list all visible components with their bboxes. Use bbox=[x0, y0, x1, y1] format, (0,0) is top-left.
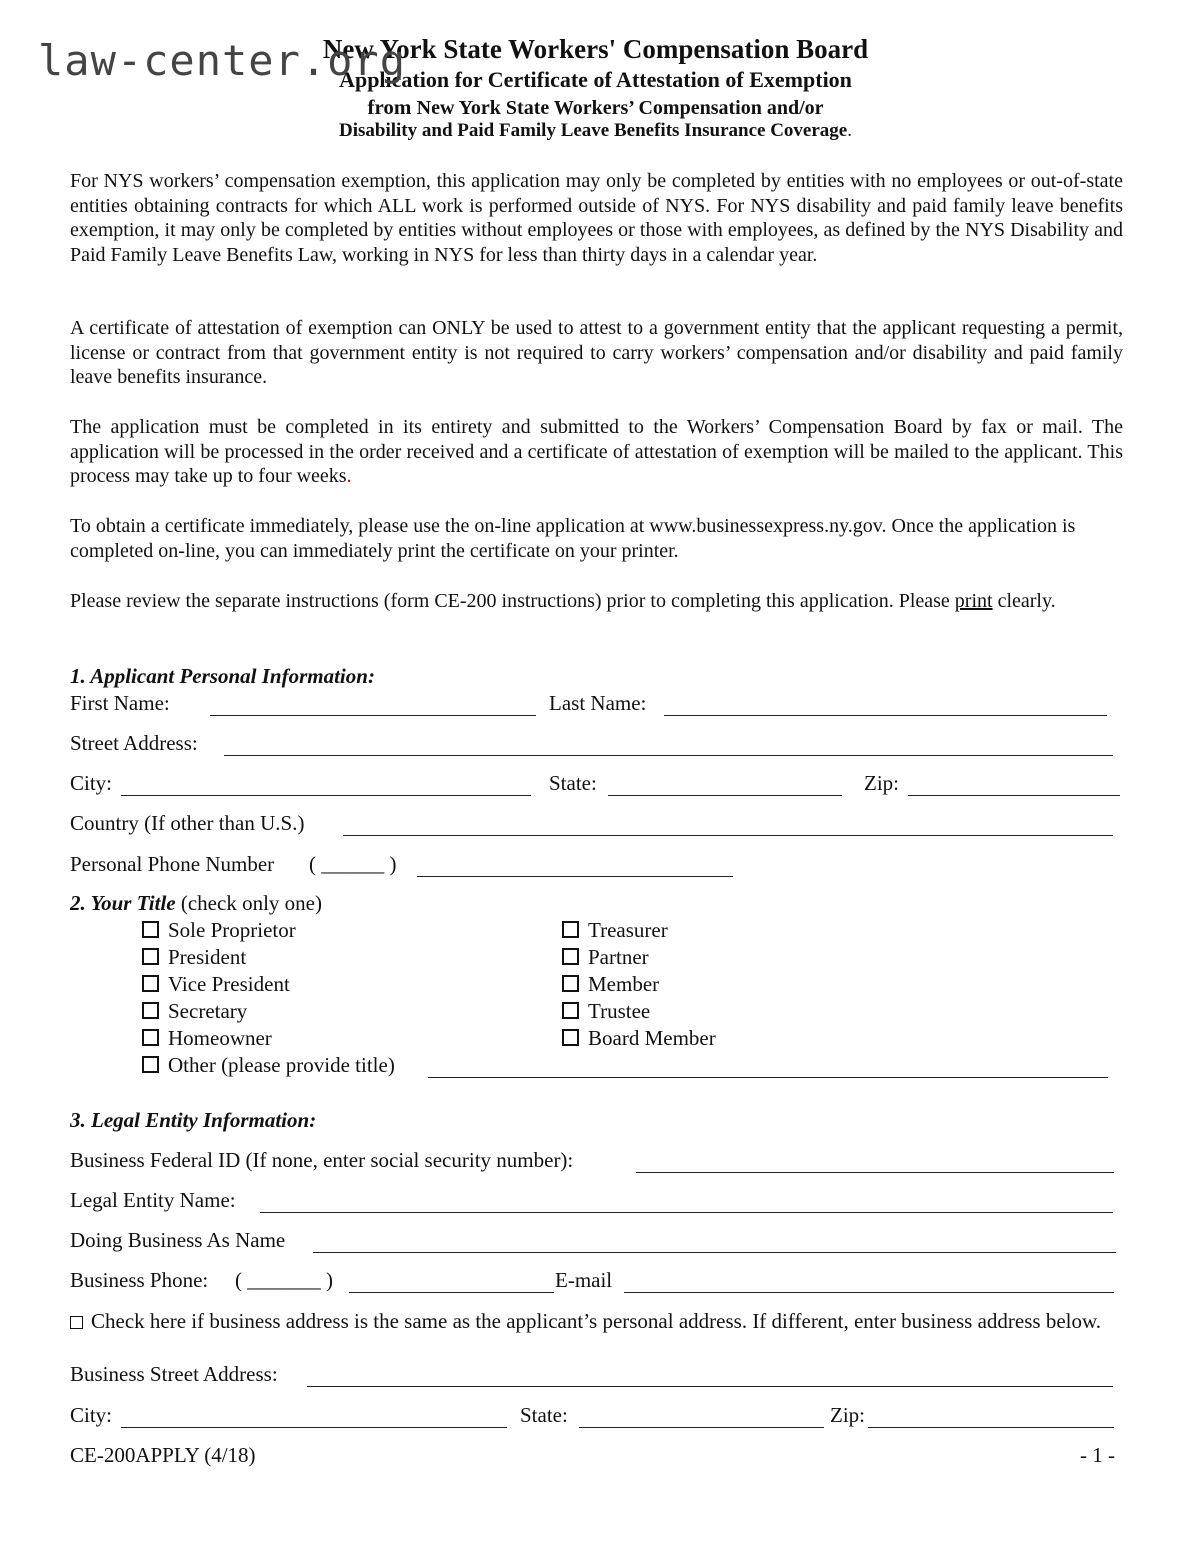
form-subtitle-2-text: Disability and Paid Family Leave Benefits Insurance Coverage bbox=[339, 120, 848, 141]
business-state-field[interactable] bbox=[579, 1427, 824, 1428]
state-field[interactable] bbox=[608, 795, 842, 796]
email-label: E-mail bbox=[555, 1268, 613, 1292]
title-option-board-member[interactable] bbox=[562, 1026, 716, 1051]
personal-phone-field[interactable] bbox=[417, 876, 733, 877]
option-label: Member bbox=[588, 972, 660, 996]
dba-field[interactable] bbox=[313, 1252, 1116, 1253]
checkbox[interactable] bbox=[562, 921, 579, 938]
title-option-member[interactable] bbox=[562, 972, 659, 997]
option-label: Treasurer bbox=[588, 918, 668, 942]
last-name-field[interactable] bbox=[664, 715, 1107, 716]
business-street-label: Business Street Address: bbox=[70, 1362, 278, 1386]
form-subtitle-from: from bbox=[367, 95, 417, 119]
legal-entity-name-field[interactable] bbox=[260, 1212, 1113, 1213]
watermark: law-center.org bbox=[38, 36, 407, 85]
business-phone-label: Business Phone: bbox=[70, 1268, 209, 1292]
option-label: Homeowner bbox=[168, 1026, 272, 1050]
title-option-homeowner[interactable] bbox=[142, 1026, 272, 1051]
form-subtitle-rest: New York State Workers’ Compensation and/or bbox=[416, 97, 824, 119]
form-subtitle-2 bbox=[0, 120, 1191, 142]
business-city-field[interactable] bbox=[121, 1427, 507, 1428]
title-option-secretary[interactable] bbox=[142, 999, 247, 1024]
street-address-label: Street Address: bbox=[70, 731, 198, 755]
option-label: Secretary bbox=[168, 999, 248, 1023]
form-title: Application for Certificate of Attestation of Exemption bbox=[339, 67, 852, 92]
checkbox[interactable] bbox=[70, 1316, 83, 1329]
business-street-field[interactable] bbox=[307, 1386, 1113, 1387]
option-label: Partner bbox=[588, 945, 649, 969]
paragraph-online: To obtain a certificate immediately, please use the on-line application at www.businessexpress.ny.gov. Once the application is completed on-line, you can immediately print the certificate on your printer. bbox=[70, 515, 1076, 562]
paragraph-instructions-b: clearly. bbox=[992, 590, 1056, 612]
title-option-other[interactable] bbox=[142, 1053, 395, 1078]
section-title-heading bbox=[70, 891, 322, 916]
board-title: New York State Workers' Compensation Board bbox=[322, 34, 869, 64]
business-city-label: City: bbox=[70, 1403, 113, 1427]
title-option-president[interactable] bbox=[142, 945, 246, 970]
checkbox[interactable] bbox=[142, 1056, 159, 1073]
personal-phone-label: Personal Phone Number bbox=[70, 852, 275, 876]
checkbox[interactable] bbox=[142, 921, 159, 938]
paragraph-instructions-a: Please review the separate instructions (form CE-200 instructions) prior to completing this application. Please bbox=[70, 590, 955, 612]
city-label: City: bbox=[70, 771, 113, 795]
federal-id-field[interactable] bbox=[636, 1172, 1114, 1173]
other-title-field[interactable] bbox=[428, 1077, 1108, 1078]
state-label: State: bbox=[549, 771, 597, 795]
section-legal-entity-title: 3. Legal Entity Information: bbox=[70, 1108, 317, 1132]
country-label: Country (If other than U.S.) bbox=[70, 811, 305, 835]
paragraph-instructions-print: print bbox=[954, 590, 993, 612]
first-name-label: First Name: bbox=[70, 691, 170, 715]
title-option-partner[interactable] bbox=[562, 945, 649, 970]
business-zip-field[interactable] bbox=[868, 1427, 1114, 1428]
option-label: Other (please provide title) bbox=[168, 1053, 395, 1077]
option-label: President bbox=[168, 945, 247, 969]
same-address-option[interactable] bbox=[70, 1308, 1115, 1334]
paragraph-eligibility: For NYS workers’ compensation exemption, this application may only be completed by entities with no employees or out-of-state entities obtaining contracts for which ALL work is performed outside of NYS. For NYS disability and paid family leave benefits exemption, it may only be completed by entities without employees or those with employees, as defined by the NYS Disability and Paid Family Leave Benefits Law, working in NYS for less than thirty days in a calendar year. bbox=[70, 170, 1123, 266]
checkbox[interactable] bbox=[562, 975, 579, 992]
checkbox[interactable] bbox=[142, 1029, 159, 1046]
checkbox[interactable] bbox=[562, 948, 579, 965]
email-field[interactable] bbox=[624, 1292, 1114, 1293]
checkbox[interactable] bbox=[562, 1002, 579, 1019]
zip-label: Zip: bbox=[864, 771, 899, 795]
option-label: Vice President bbox=[168, 972, 290, 996]
checkbox[interactable] bbox=[142, 948, 159, 965]
federal-id-label: Business Federal ID (If none, enter social security number): bbox=[70, 1148, 574, 1172]
form-id: CE-200APPLY (4/18) bbox=[70, 1443, 256, 1467]
dba-label: Doing Business As Name bbox=[70, 1228, 286, 1252]
street-address-field[interactable] bbox=[224, 755, 1113, 756]
checkbox[interactable] bbox=[142, 975, 159, 992]
paragraph-instructions bbox=[70, 589, 1123, 614]
checkbox[interactable] bbox=[142, 1002, 159, 1019]
section-title-hint: (check only one) bbox=[175, 891, 322, 915]
paragraph-usage: A certificate of attestation of exemption can ONLY be used to attest to a government entity that the applicant requesting a permit, license or contract from that government entity is not required to carry workers’ compensation and/or disability and paid family leave benefits insurance. bbox=[70, 317, 1123, 388]
form-subtitle bbox=[0, 95, 1191, 120]
title-option-treasurer[interactable] bbox=[562, 918, 668, 943]
option-label: Sole Proprietor bbox=[168, 918, 296, 942]
legal-entity-name-label: Legal Entity Name: bbox=[70, 1188, 236, 1212]
title-option-vice-president[interactable] bbox=[142, 972, 290, 997]
personal-phone-area-code[interactable]: ( ______ ) bbox=[309, 852, 397, 876]
business-phone-area-code[interactable]: ( _______ ) bbox=[235, 1268, 333, 1292]
form-subtitle-2-period: . bbox=[847, 120, 852, 141]
section-applicant-title: 1. Applicant Personal Information: bbox=[70, 664, 375, 688]
country-field[interactable] bbox=[343, 835, 1113, 836]
business-state-label: State: bbox=[520, 1403, 568, 1427]
business-phone-field[interactable] bbox=[349, 1292, 554, 1293]
section-title-label: 2. Your Title bbox=[70, 891, 176, 915]
city-field[interactable] bbox=[121, 795, 531, 796]
title-option-trustee[interactable] bbox=[562, 999, 650, 1024]
page-number: - 1 - bbox=[1080, 1443, 1115, 1467]
business-zip-label: Zip: bbox=[830, 1403, 865, 1427]
same-address-label: Check here if business address is the same as the applicant’s personal address. If different, enter business address below. bbox=[91, 1309, 1102, 1333]
paragraph-submission-period: . bbox=[346, 465, 352, 487]
zip-field[interactable] bbox=[908, 795, 1120, 796]
option-label: Trustee bbox=[588, 999, 651, 1023]
checkbox[interactable] bbox=[562, 1029, 579, 1046]
paragraph-submission bbox=[70, 415, 1123, 489]
paragraph-submission-text: The application must be completed in its entirety and submitted to the Workers’ Compensation Board by fax or mail. The application will be processed in the order received and a certificate of attestation of exemption will be mailed to the applicant. This process may take up to four weeks bbox=[70, 416, 1123, 487]
first-name-field[interactable] bbox=[210, 715, 536, 716]
last-name-label: Last Name: bbox=[549, 691, 647, 715]
option-label: Board Member bbox=[588, 1026, 716, 1050]
title-option-sole-proprietor[interactable] bbox=[142, 918, 296, 943]
